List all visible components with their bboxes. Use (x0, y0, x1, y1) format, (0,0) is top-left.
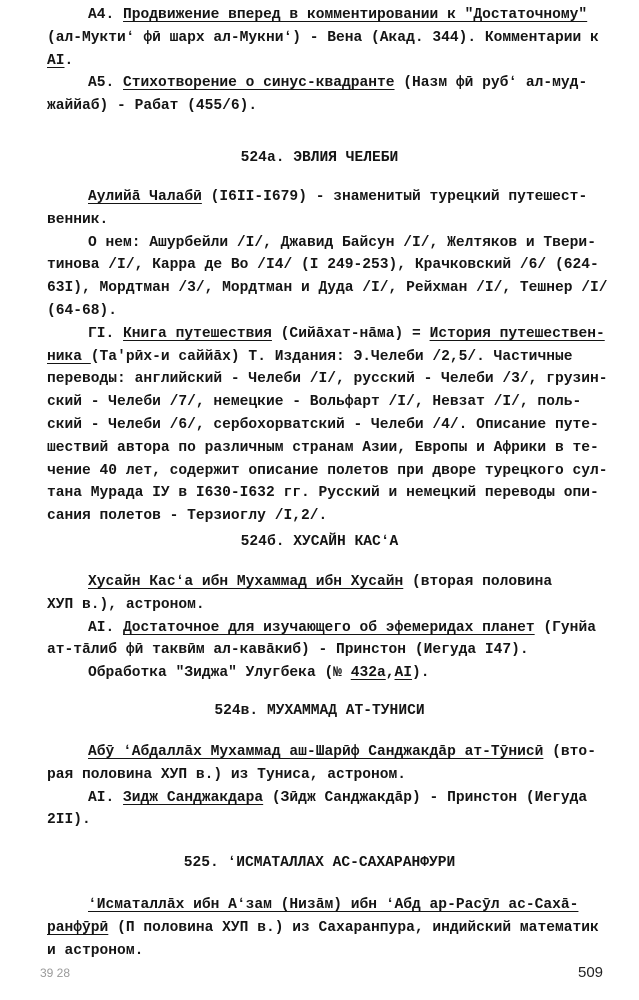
text-line (47, 4, 627, 27)
entry-block-524v (47, 741, 627, 832)
text-segment: (Сийāхат-нāма) = (271, 325, 430, 342)
underlined-title: ʻИсматаллāх ибн Аʻзам (Низāм) ибн ʻАбд ар-Расӯл ас-Сахā- (88, 897, 579, 913)
text-line (47, 437, 627, 460)
page-number: 509 (578, 964, 604, 981)
text-line (47, 505, 627, 528)
text-segment: (Та'рӣх-и саййāх) Т. Издания: Э.Челеби /2,5/. Частичные (90, 348, 573, 365)
text-segment: (П половина ХУП в.) из Сахаранпура, индийский математик (108, 919, 599, 936)
text-line (47, 346, 627, 369)
text-line (47, 368, 627, 391)
text-segment: АI. (88, 619, 124, 636)
text-segment: ). (412, 665, 430, 682)
text-segment: ский - Челеби /6/, сербохорватский - Челеби /4/. Описание путе- (47, 416, 599, 433)
section-heading-524b: 524б. ХУСАЙН КАСʻА (240, 534, 399, 550)
text-line (47, 460, 627, 483)
underlined-title: Хусайн Касʻа ибн Мухаммад ибн Хусайн (88, 574, 404, 590)
underlined-title: Абӯ ʻАбдаллāх Мухаммад аш-Шарӣф Санджакдāр ат-Тӯнисӣ (88, 744, 544, 760)
text-segment: венник. (47, 211, 109, 228)
entry-block-524-end (47, 4, 627, 118)
section-heading-524a: 524а. ЭВЛИЯ ЧЕЛЕБИ (240, 150, 399, 166)
text-line (47, 571, 627, 594)
text-segment: А4. (88, 7, 124, 23)
text-line (47, 27, 627, 50)
text-segment: , (385, 665, 395, 682)
text-line (47, 323, 627, 346)
text-segment: ат-тāлиб фӣ таквӣм ал-кавāкиб) - Принстон (Иегуда I47). (47, 642, 529, 659)
text-line (47, 662, 627, 685)
underlined-title: Стихотворение о синус-квадранте (123, 75, 395, 92)
text-line (47, 894, 627, 917)
underlined-title: Книга путешествия (123, 325, 272, 342)
text-line (47, 764, 627, 787)
entry-block-524b (47, 571, 627, 685)
text-segment: Обработка "Зиджа" Улугбека (№ (88, 665, 351, 682)
text-segment: О нем: Ашурбейли /I/, Джавид Байсун /I/, Желтяков и Твери- (88, 234, 596, 251)
text-line (47, 232, 627, 255)
text-segment: 63I), Мордтман /3/, Мордтман и Дуда /I/, Рейхман /I/, Тешнер /I/ (47, 280, 608, 297)
underlined-title: ранфӯрӣ (47, 919, 109, 936)
text-line (47, 300, 627, 323)
text-line (47, 809, 627, 832)
text-segment: (Зӣдж Санджакдāр) - Принстон (Иегуда (263, 789, 588, 806)
text-line (47, 482, 627, 505)
text-line (47, 741, 627, 764)
text-segment: чение 40 лет, содержит описание полетов при дворе турецкого сул- (47, 462, 608, 479)
text-segment: (I6II-I679) - знаменитый турецкий путешест- (201, 189, 588, 205)
text-line (47, 50, 627, 73)
entry-block-524a (47, 186, 627, 528)
underlined-title: Аулийā Чалабӣ (88, 189, 202, 205)
text-line (47, 594, 627, 617)
section-heading-524v: 524в. МУХАММАД АТ-ТУНИСИ (214, 703, 425, 719)
text-segment: (вто- (543, 744, 596, 760)
text-segment: тана Мурада IУ в I630-I632 гг. Русский и немецкий переводы опи- (47, 485, 599, 502)
text-segment: тинова /I/, Карра де Во /I4/ (I 249-253), Крачковский /6/ (624- (47, 257, 599, 274)
text-segment: (Назм фӣ рубʻ ал-муд- (394, 75, 588, 92)
text-line (47, 940, 627, 963)
entry-block-525 (47, 894, 627, 962)
text-segment: . (64, 52, 74, 69)
text-segment: 2II). (47, 812, 91, 829)
underlined-title: История путешествен- (429, 325, 605, 342)
section-heading-525: 525. ʻИСМАТАЛЛАХ АС-САХАРАНФУРИ (183, 855, 456, 871)
text-segment: ХУП в.), астроном. (47, 596, 205, 613)
text-line (47, 787, 627, 810)
underlined-title: АI (394, 665, 413, 682)
text-segment: переводы: английский - Челеби /I/, русский - Челеби /3/, грузин- (47, 371, 608, 388)
text-line (47, 186, 627, 209)
text-segment: шествий автора по различным странам Азии, Европы и Африки в те- (47, 439, 599, 456)
text-line (47, 917, 627, 940)
text-line (47, 617, 627, 640)
text-segment: А5. (88, 75, 124, 92)
text-segment: и астроном. (47, 942, 144, 959)
text-segment: (ал-Муктиʻ фӣ шарх ал-Мукниʻ) - Вена (Акад. 344). Комментарии к (47, 29, 599, 46)
text-line (47, 72, 627, 95)
text-segment: (Гунйа (534, 619, 596, 636)
text-line (47, 254, 627, 277)
text-line (47, 95, 627, 118)
text-segment: ский - Челеби /7/, немецкие - Вольфарт /I/, Невзат /I/, поль- (47, 394, 582, 411)
text-line (47, 639, 627, 662)
underlined-title: Достаточное для изучающего об эфемеридах планет (123, 619, 535, 636)
underlined-title: Продвижение вперед в комментировании к "Достаточному" (123, 7, 588, 23)
underlined-title: АI (47, 52, 65, 69)
footer-code: 39 28 (40, 966, 71, 980)
text-segment: сания полетов - Терзиоглу /I,2/. (47, 508, 328, 525)
text-segment: (вторая половина (403, 574, 553, 590)
underlined-title: 432а (350, 665, 386, 682)
text-segment: рая половина ХУП в.) из Туниса, астроном. (47, 766, 407, 783)
text-segment: АI. (88, 789, 124, 806)
underlined-title: ника (47, 348, 91, 365)
text-segment: жаййаб) - Рабат (455/6). (47, 98, 258, 115)
text-line (47, 414, 627, 437)
underlined-title: Зидж Санджакдара (123, 789, 264, 806)
text-line (47, 209, 627, 232)
text-line (47, 391, 627, 414)
text-segment: (64-68). (47, 302, 118, 319)
text-line (47, 277, 627, 300)
text-segment: ГI. (88, 325, 124, 342)
